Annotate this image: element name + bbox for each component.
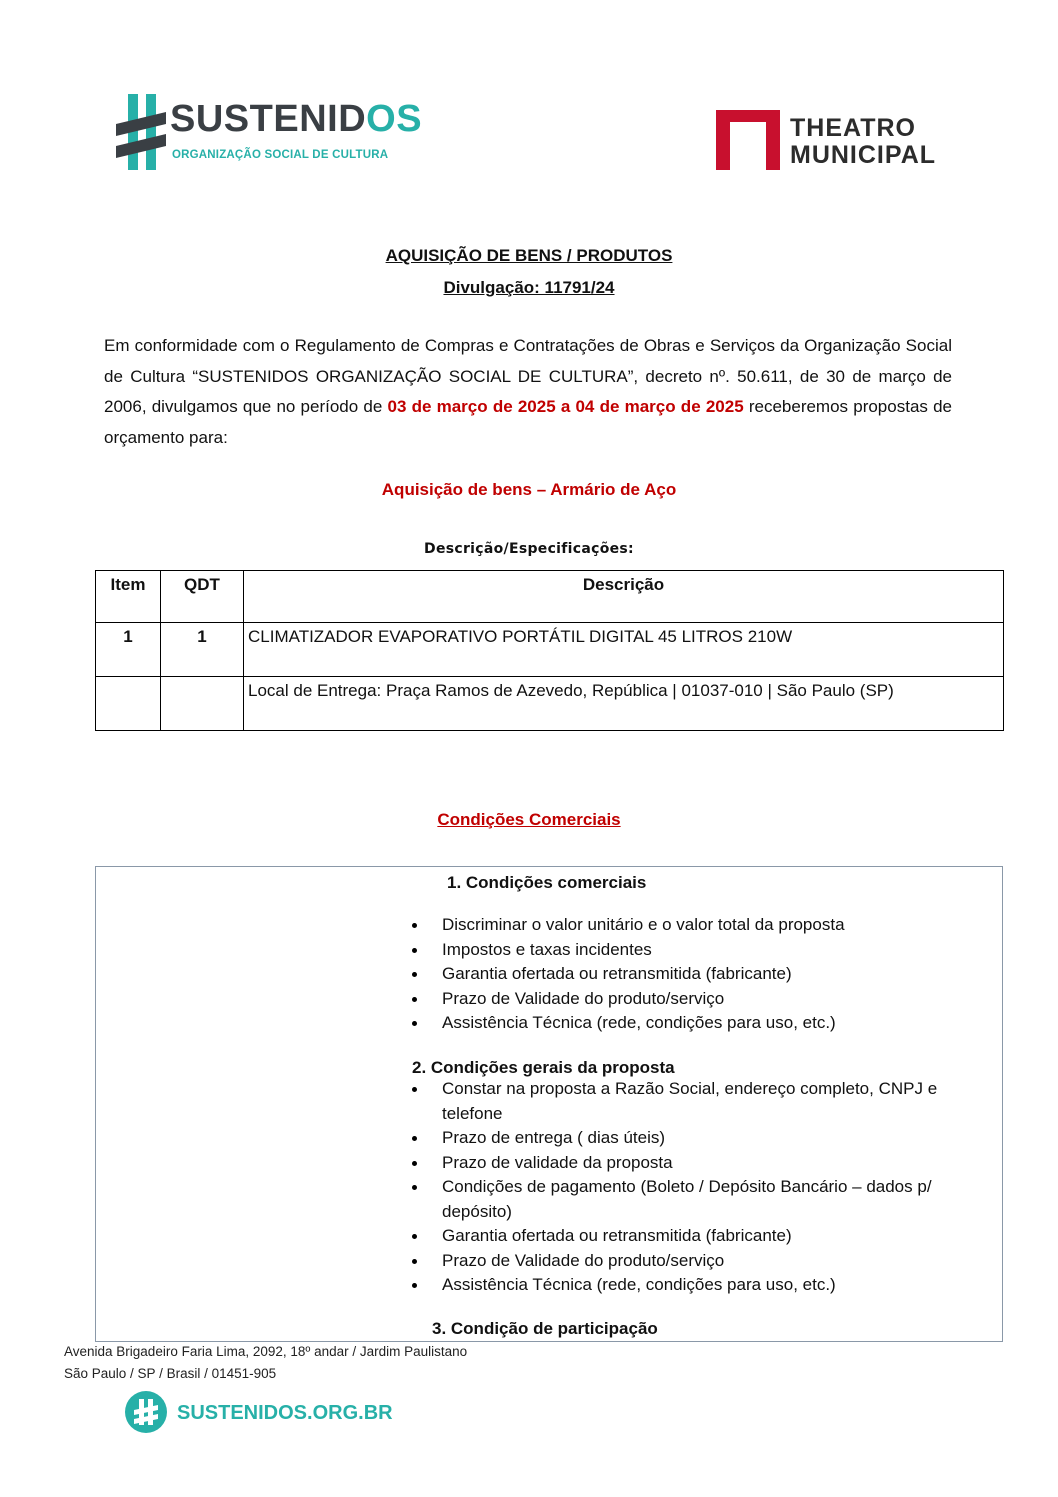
cell-item: 1 (96, 623, 161, 677)
section-3-heading: 3. Condição de participação (432, 1319, 658, 1338)
bullet-icon (412, 1185, 417, 1190)
table-row (96, 623, 1004, 677)
list-item: Assistência Técnica (rede, condições para uso, etc.) (96, 1011, 962, 1036)
list-item: Prazo de validade da proposta (96, 1151, 962, 1176)
logo-line-2: MUNICIPAL (790, 141, 937, 169)
footer-address-line-2: São Paulo / SP / Brasil / 01451-905 (64, 1366, 277, 1381)
table-row (96, 677, 1004, 731)
conditions-title: Condições Comerciais (437, 810, 621, 829)
header-description: Descrição (244, 571, 1004, 623)
section-1-heading: 1. Condições comerciais (447, 873, 647, 892)
bullet-icon (412, 948, 417, 953)
bullet-icon (412, 1259, 417, 1264)
section-1-list (96, 913, 962, 1036)
conditions-box (95, 866, 1003, 1342)
items-table (95, 570, 1004, 731)
spec-label: Descrição/Especificações: (424, 541, 634, 557)
footer-address-line-1: Avenida Brigadeiro Faria Lima, 2092, 18º andar / Jardim Paulistano (64, 1344, 468, 1359)
subject-heading: Aquisição de bens – Armário de Aço (381, 480, 677, 499)
bullet-icon (412, 972, 417, 977)
list-item: Impostos e taxas incidentes (96, 938, 962, 963)
theatro-municipal-logo (716, 108, 956, 176)
list-item: Garantia ofertada ou retransmitida (fabricante) (96, 1224, 962, 1249)
intro-text-before: Em conformidade com o Regulamento de Compras e Contratações de Obras e Serviços da Organização Social de Cultura “SUSTENIDOS ORGANIZAÇÃO SOCIAL DE CULTURA”, decreto nº. 50.611, de 30 de março de 2006, divulgamos que no período de (104, 336, 952, 416)
period-highlight: 03 de março de 2025 a 04 de março de 2025 (387, 397, 744, 416)
logo-line-1: THEATRO (790, 114, 916, 142)
cell-description: CLIMATIZADOR EVAPORATIVO PORTÁTIL DIGITAL 45 LITROS 210W (244, 623, 1004, 677)
header-qty: QDT (161, 571, 244, 623)
cell-description: Local de Entrega: Praça Ramos de Azevedo, República | 01037-010 | São Paulo (SP) (244, 677, 1004, 731)
list-item: Assistência Técnica (rede, condições para uso, etc.) (96, 1273, 962, 1298)
bullet-icon (412, 1283, 417, 1288)
section-2-heading: 2. Condições gerais da proposta (412, 1058, 675, 1077)
bullet-icon (412, 1021, 417, 1026)
list-item: Prazo de Validade do produto/serviço (96, 987, 962, 1012)
bullet-icon (412, 1161, 417, 1166)
bullet-icon (412, 1234, 417, 1239)
list-item: Discriminar o valor unitário e o valor total da proposta (96, 913, 962, 938)
cell-item (96, 677, 161, 731)
table-header-row (96, 571, 1004, 623)
page-title: AQUISIÇÃO DE BENS / PRODUTOS (385, 246, 673, 265)
bullet-icon (412, 997, 417, 1002)
logo-brand-text: SUSTENIDOS (170, 98, 423, 140)
list-item: Prazo de entrega ( dias úteis) (96, 1126, 962, 1151)
theatro-arch-icon (716, 108, 780, 172)
intro-paragraph (104, 331, 952, 453)
logo-tagline: ORGANIZAÇÃO SOCIAL DE CULTURA (172, 149, 389, 161)
list-item: Garantia ofertada ou retransmitida (fabricante) (96, 962, 962, 987)
header-item: Item (96, 571, 161, 623)
bullet-icon (412, 923, 417, 928)
footer-logo (125, 1391, 395, 1435)
cell-qty (161, 677, 244, 731)
disclosure-number: Divulgação: 11791/24 (443, 278, 615, 297)
footer-website: SUSTENIDOS.ORG.BR (177, 1402, 393, 1424)
sustenidos-logo (116, 94, 423, 172)
bullet-icon (412, 1087, 417, 1092)
hash-icon (116, 94, 166, 170)
section-2-list (96, 1077, 962, 1298)
hash-circle-icon (125, 1391, 167, 1433)
intro-text-after: receberemos propostas de orçamento para: (104, 397, 952, 447)
cell-qty: 1 (161, 623, 244, 677)
list-item: Constar na proposta a Razão Social, endereço completo, CNPJ e telefone (96, 1077, 962, 1126)
list-item: Prazo de Validade do produto/serviço (96, 1249, 962, 1274)
bullet-icon (412, 1136, 417, 1141)
list-item: Condições de pagamento (Boleto / Depósito Bancário – dados p/ depósito) (96, 1175, 962, 1224)
